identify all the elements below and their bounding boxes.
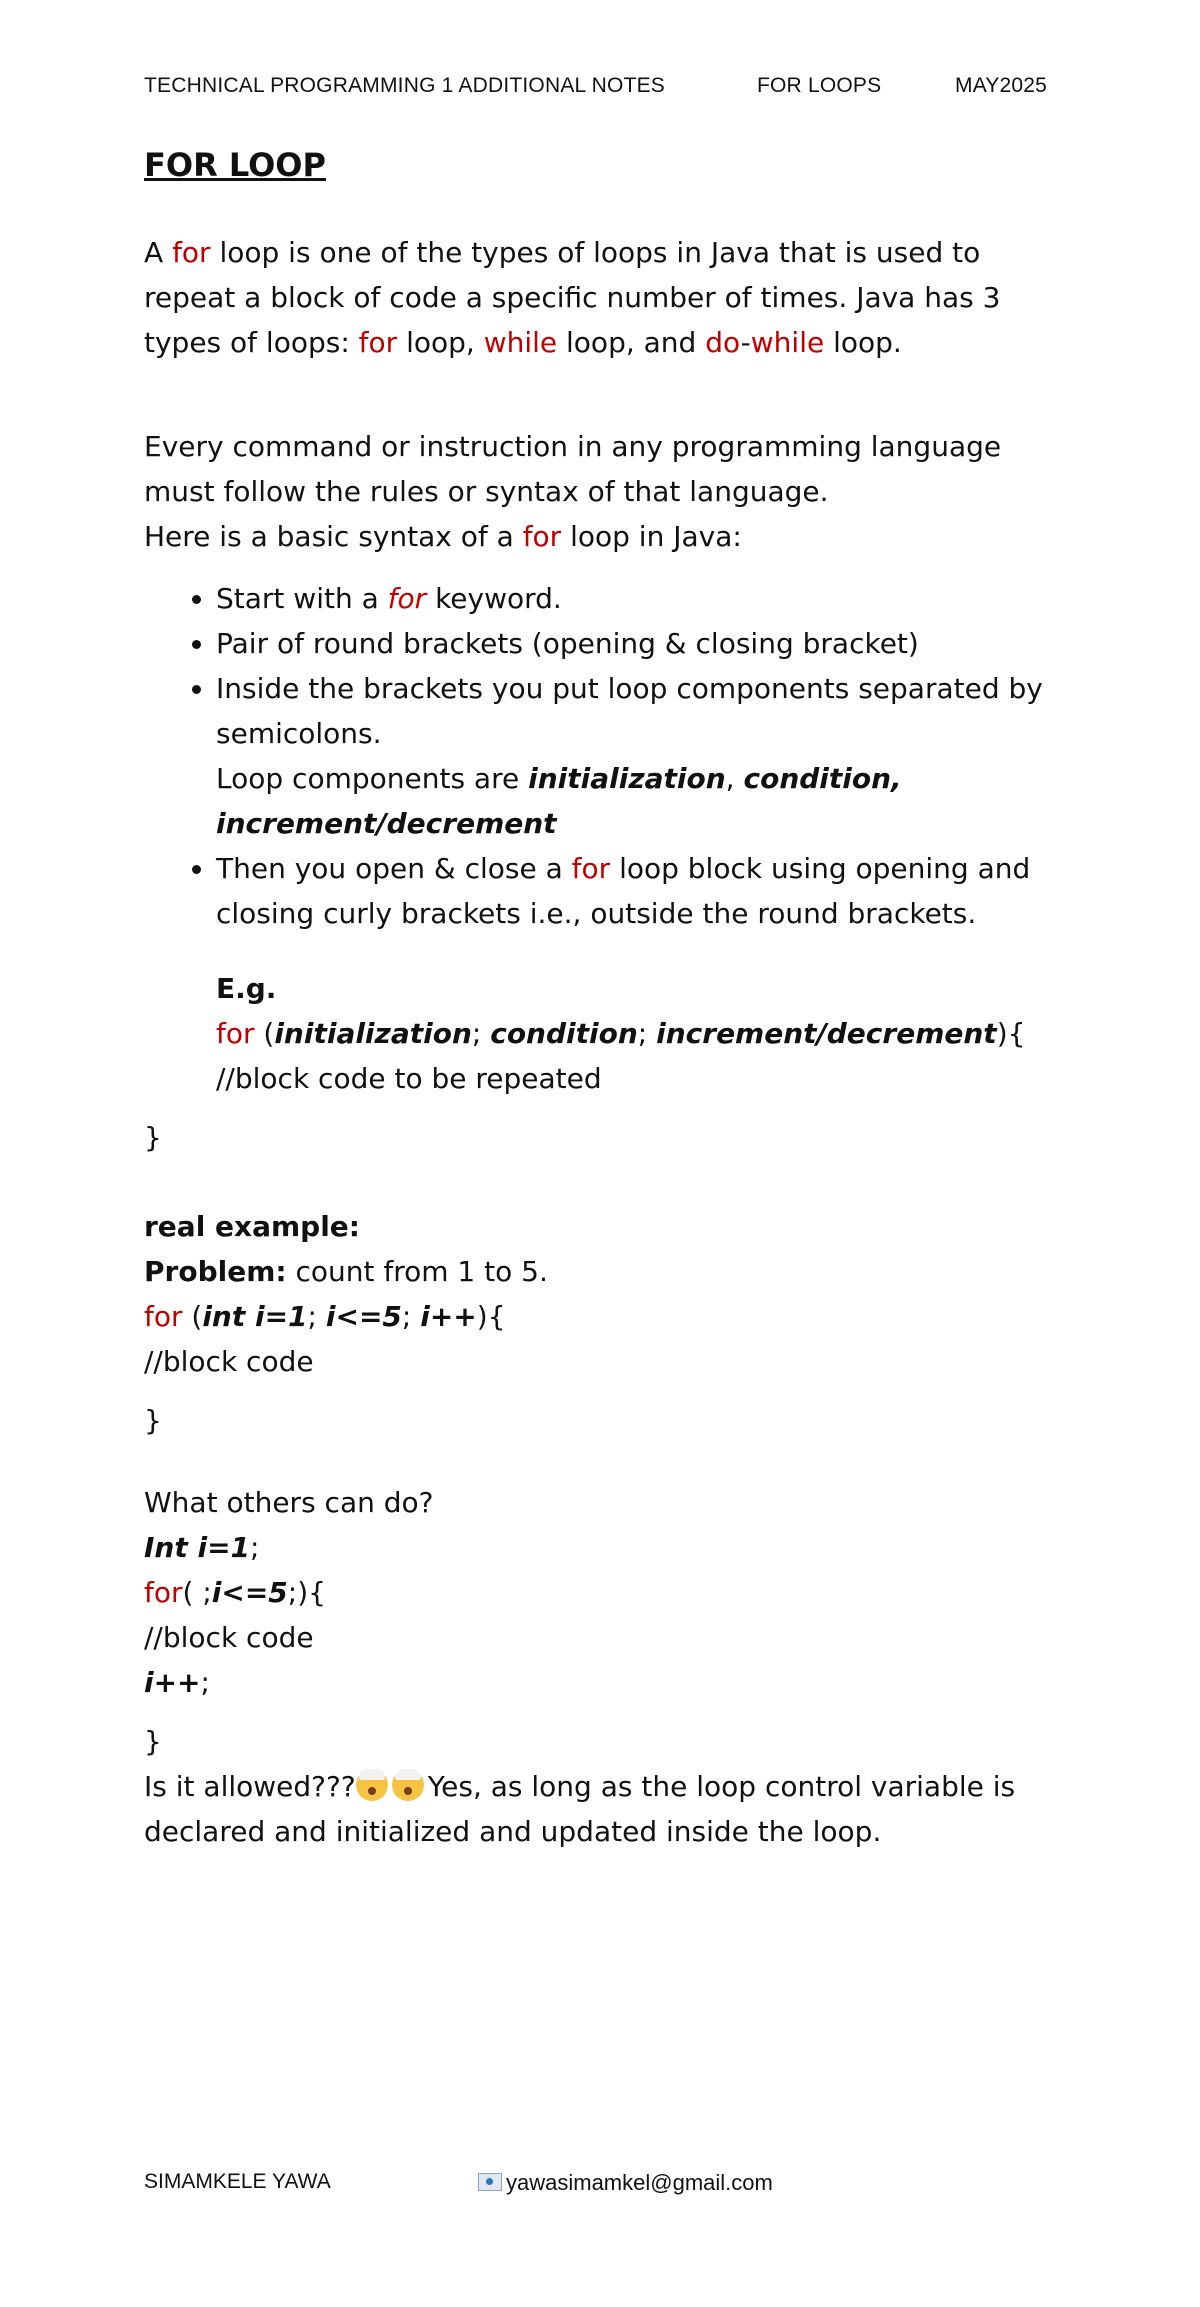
envelope-icon	[478, 2173, 502, 2191]
alternative-example	[144, 1480, 1064, 1854]
footer-email[interactable]: yawasimamkel@gmail.com	[478, 2170, 773, 2196]
keyword-do: do	[705, 326, 741, 359]
header-course-title: TECHNICAL PROGRAMMING 1 ADDITIONAL NOTES	[144, 74, 666, 97]
example-label: E.g.	[216, 972, 277, 1005]
others-increment: i++;	[144, 1666, 210, 1699]
example-comment: //block code to be repeated	[216, 1062, 602, 1095]
real-comment: //block code	[144, 1345, 314, 1378]
header-date: MAY2025	[955, 74, 1048, 97]
header-topic: FOR LOOPS	[757, 74, 882, 97]
keyword-for: for	[172, 236, 211, 269]
others-comment: //block code	[144, 1621, 314, 1654]
syntax-lead-in: Here is a basic syntax of a for loop in Java:	[144, 520, 742, 553]
keyword-while: while	[750, 326, 825, 359]
bullet-item: • Start with a for keyword.	[216, 576, 1064, 621]
others-declaration: Int i=1;	[144, 1531, 260, 1564]
bullet-item: • Then you open & close a for loop block using opening and closing curly brackets i.e., outside the round brackets.	[216, 846, 1064, 936]
exploding-head-icon	[356, 1769, 388, 1801]
problem-statement: Problem: count from 1 to 5.	[144, 1255, 548, 1288]
keyword-for: for	[358, 326, 398, 359]
real-closing-brace: }	[144, 1404, 162, 1437]
bullet-item: • Inside the brackets you put loop components separated by semicolons. Loop components are initialization, condition, increment/decrement	[216, 666, 1064, 846]
real-example-label: real example:	[144, 1210, 360, 1243]
syntax-rules-text: Every command or instruction in any programming language must follow the rules or syntax of that language.	[144, 430, 1002, 508]
others-closing-brace: }	[144, 1725, 162, 1758]
others-question: What others can do?	[144, 1486, 434, 1519]
page-title: FOR LOOP	[144, 146, 326, 184]
syntax-bullet-list	[144, 576, 1064, 936]
bullet-item: • Pair of round brackets (opening & closing bracket)	[216, 621, 1064, 666]
syntax-example	[144, 966, 1064, 1160]
example-for-line: for (initialization; condition; increment/decrement){	[216, 1017, 1026, 1050]
keyword-while: while	[483, 326, 558, 359]
real-for-line: for (int i=1; i<=5; i++){	[144, 1300, 506, 1333]
others-for-line: for( ;i<=5;){	[144, 1576, 326, 1609]
footer-author: SIMAMKELE YAWA	[144, 2170, 331, 2193]
syntax-intro	[144, 424, 1064, 559]
others-answer: Is it allowed??? Yes, as long as the loop control variable is declared and initialized and updated inside the loop.	[144, 1770, 1016, 1848]
intro-paragraph: A for loop is one of the types of loops in Java that is used to repeat a block of code a specific number of times. Java has 3 types of loops: for loop, while loop, and do-while loop.	[144, 236, 1001, 359]
example-closing-brace: }	[144, 1121, 162, 1154]
exploding-head-icon	[392, 1769, 424, 1801]
real-example	[144, 1204, 1064, 1443]
